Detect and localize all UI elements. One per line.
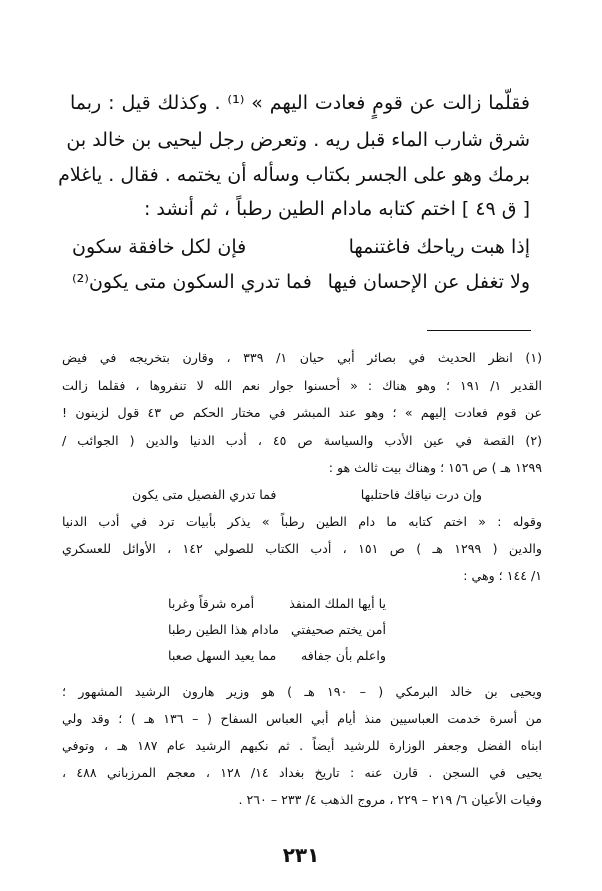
poem-line-2-first-hemistich: أمن يختم صحيفتي xyxy=(291,622,386,637)
verse-1-second-hemistich: فإن لكل خافقة سكون xyxy=(72,236,247,258)
footnote-line-4: (٢) القصة في عين الأدب والسياسة ص ٤٥ ، أدب الدنيا والدين ( الجوائب / xyxy=(62,433,542,448)
footnote-separator xyxy=(427,330,531,331)
main-text-line-3: برمك وهو على الجسر بكتاب وسأله أن يختمه . فقال . ياغلام xyxy=(58,164,530,186)
footnote-line-2: القدير ١/ ١٩١ ؛ وهو هناك : « أحسنوا جوار نعم الله لا تنفروها ، فقلما زالت xyxy=(62,378,542,393)
main-text-line-4: [ ق ٤٩ ] اختم كتابه مادام الطين رطباً ، ثم أنشد : xyxy=(143,198,530,220)
poem-line-3-second-hemistich: مما يعيد السهل صعبا xyxy=(168,648,277,663)
footnote-verse-first-hemistich: وإن درت نياقك فاحتلبها xyxy=(360,487,482,502)
poem-line-1-second-hemistich: أمره شرقاً وغربا xyxy=(168,596,255,611)
footnote-line-8: ١/ ١٤٤ ؛ وهي : xyxy=(463,568,542,583)
poem-line-2-second-hemistich: مادام هذا الطين رطبا xyxy=(168,622,280,637)
footnote-line-9: ويحيى بن خالد البرمكي ( – ١٩٠ هـ ) هو وزير هارون الرشيد المشهور ؛ xyxy=(62,684,542,699)
page-number: ٢٣١ xyxy=(282,843,320,867)
footnote-line-3: عن قوم فعادت إليهم » ؛ وهو عند المبشر في مختار الحكم ص ٤٣ قول لزينون ! xyxy=(62,405,542,420)
footnote-line-13: وفيات الأعيان ٦/ ٢١٩ – ٢٢٩ ، مروج الذهب ٤/ ٢٣٣ – ٢٦٠ . xyxy=(238,792,542,807)
footnote-line-12: يحيى في السجن . قارن عنه : تاريخ بغداد ١٤/ ١٢٨ ، معجم المرزباني ٤٨٨ ، xyxy=(62,765,543,780)
main-text-line-1: فقلّما زالت عن قومٍ فعادت اليهم » ⁽¹⁾ . وكذلك قيل : ربما xyxy=(70,92,530,114)
footnote-line-7: والدين ( ١٢٩٩ هـ ) ص ١٥١ ، أدب الكتاب للصولي ١٤٢ ، الأوائل للعسكري xyxy=(62,541,542,556)
poem-line-3-first-hemistich: واعلم بأن جفافه xyxy=(300,648,386,663)
verse-2-second-hemistich: فما تدري السكون متى يكون⁽²⁾ xyxy=(72,271,312,293)
footnote-line-11: ابناه الفضل وجعفر الوزارة للرشيد أيضاً . ثم نكبهم الرشيد عام ١٨٧ هـ ، وتوفي xyxy=(62,738,542,753)
verse-2-first-hemistich: ولا تغفل عن الإحسان فيها xyxy=(327,271,530,293)
footnote-line-5: ١٢٩٩ هـ ) ص ١٥٦ ؛ وهناك بيت ثالث هو : xyxy=(328,460,542,475)
verse-1-first-hemistich: إذا هبت رياحك فاغتنمها xyxy=(348,236,530,258)
footnote-line-10: من أسرة خدمت العباسيين منذ أيام أبي العباس السفاح ( – ١٣٦ هـ ) ؛ وقد ولي xyxy=(62,711,542,726)
footnote-line-6: وقوله : « اختم كتابه ما دام الطين رطباً » يذكر بأبيات ترد في أدب الدنيا xyxy=(62,514,542,529)
main-text-line-2: شرق شارب الماء قبل ريه . وتعرض رجل ليحيى بن خالد بن xyxy=(66,129,530,151)
footnote-line-1: (١) انظر الحديث في بصائر أبي حيان ١/ ٣٣٩ ، وقارن بتخريجه في فيض xyxy=(62,350,542,365)
footnote-verse-second-hemistich: فما تدري الفصيل متى يكون xyxy=(132,487,277,502)
poem-line-1-first-hemistich: يا أيها الملك المنفذ xyxy=(289,596,386,611)
